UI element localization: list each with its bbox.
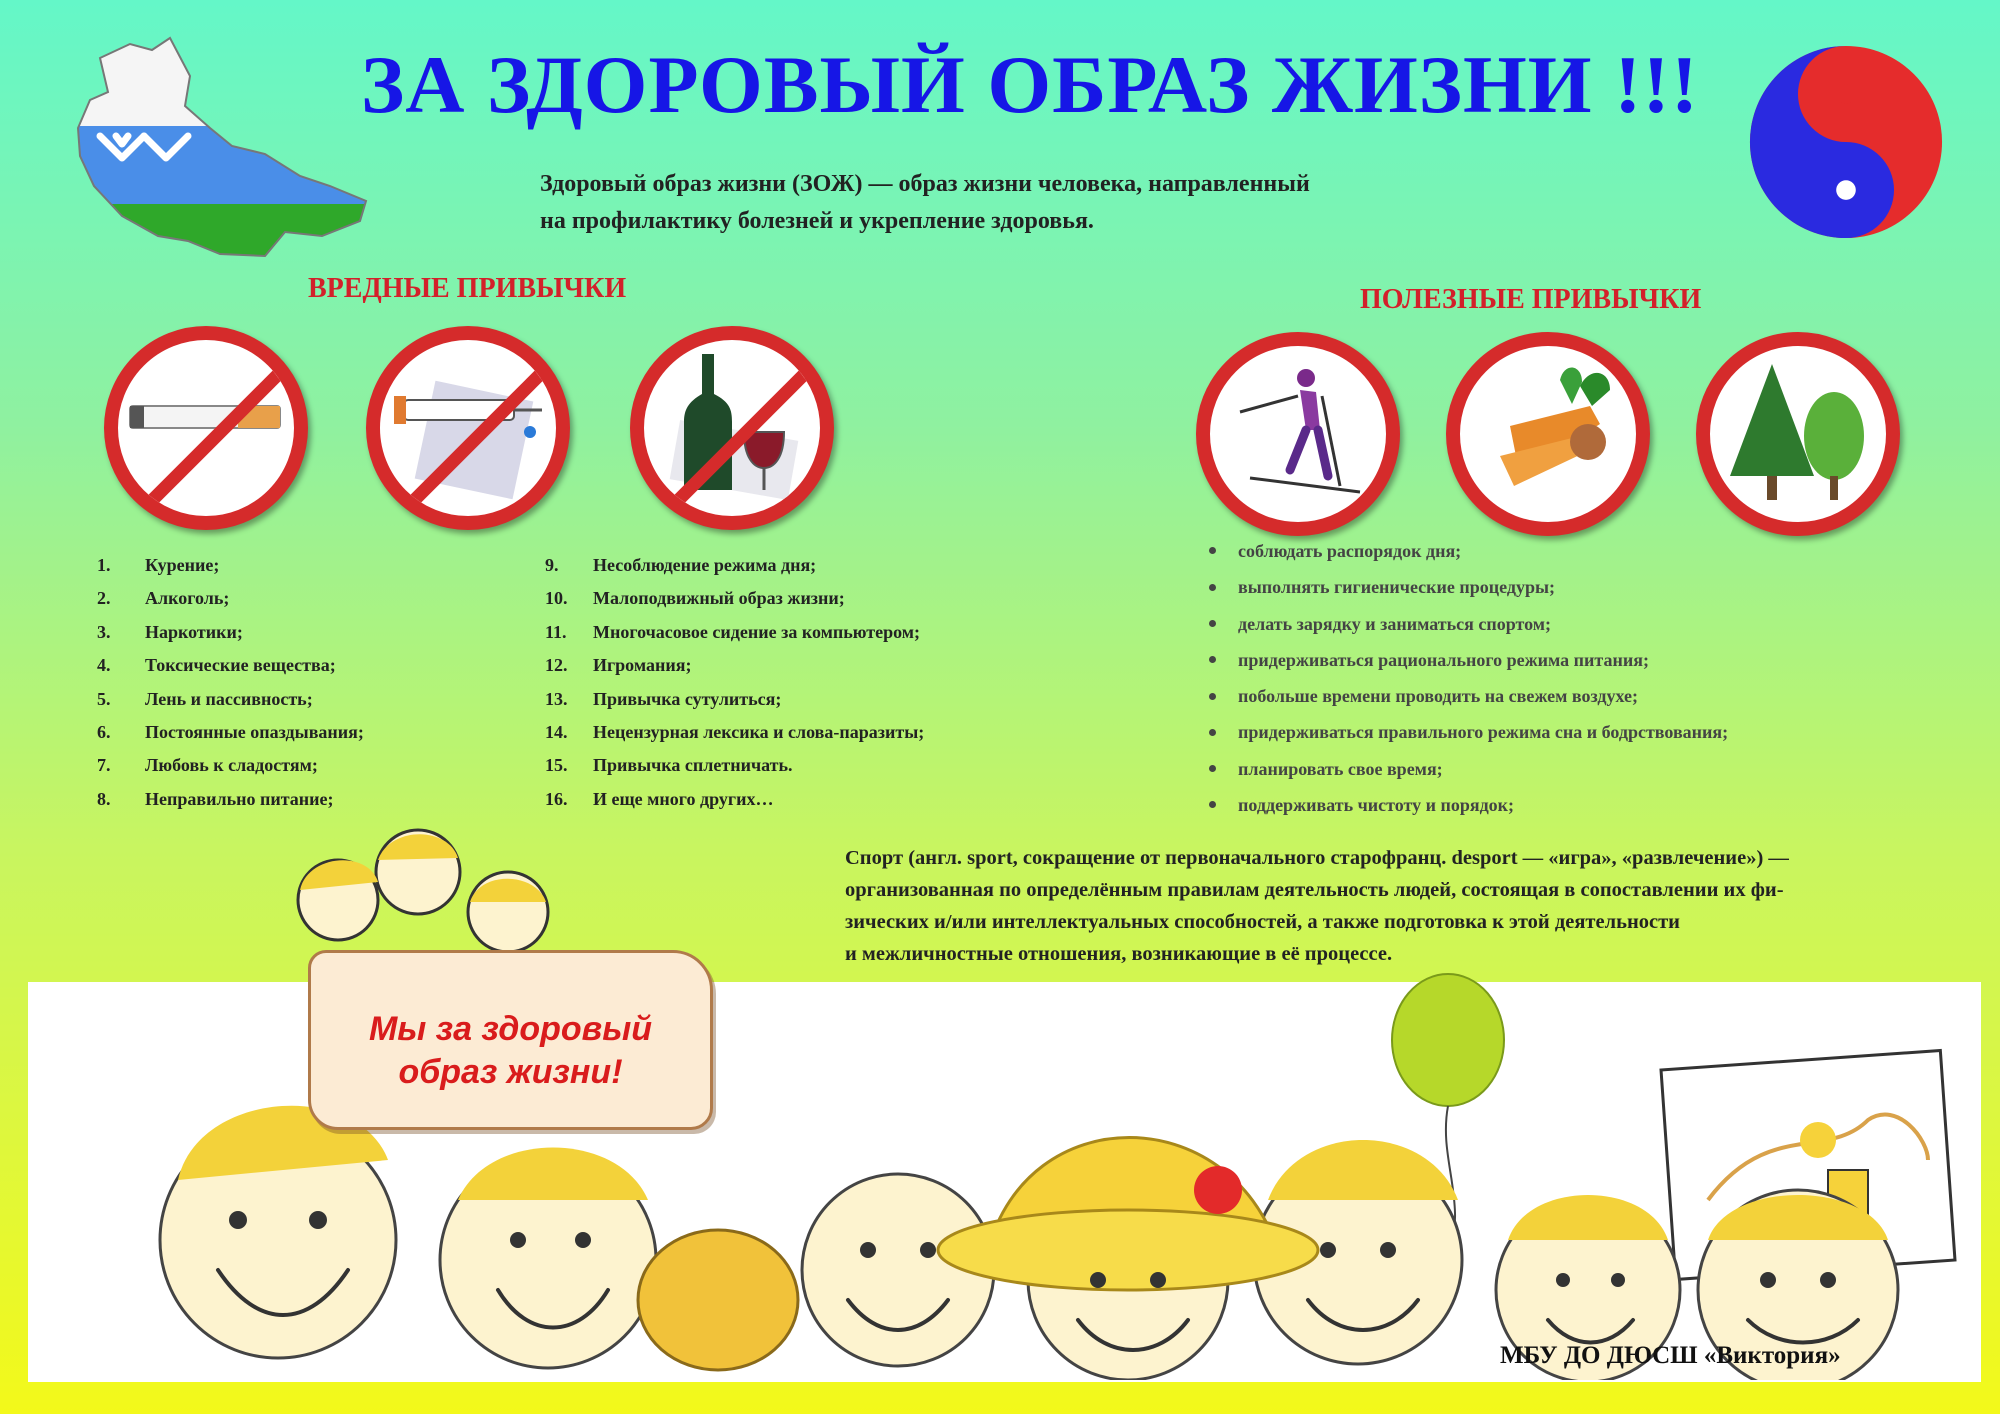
list-item: 5. Лень и пассивность; bbox=[97, 688, 313, 709]
bad-habits-list-1 bbox=[97, 549, 364, 816]
list-item: 11. Многочасовое сидение за компьютером; bbox=[545, 621, 921, 642]
list-item: побольше времени проводить на свежем воздухе; bbox=[1209, 678, 1728, 714]
good-habits-title: ПОЛЕЗНЫЕ ПРИВЫЧКИ bbox=[1360, 284, 1702, 315]
intro-line-2: на профилактику болезней и укрепление здоровья. bbox=[540, 208, 1094, 234]
no-drugs-sign bbox=[366, 326, 570, 530]
organization-name: МБУ ДО ДЮСШ «Виктория» bbox=[1500, 1342, 1841, 1369]
skiing-sign bbox=[1196, 332, 1400, 536]
list-item: 4. Токсические вещества; bbox=[97, 655, 336, 676]
sport-line-4: и межличностные отношения, возникающие в её процессе. bbox=[845, 943, 1393, 965]
list-item: 13. Привычка сутулиться; bbox=[545, 688, 782, 709]
slogan-text bbox=[308, 1008, 713, 1094]
list-item: 12. Игромания; bbox=[545, 655, 692, 676]
cigarette-icon bbox=[118, 340, 294, 516]
list-item: 15. Привычка сплетничать. bbox=[545, 755, 793, 776]
bad-habits-list-2 bbox=[545, 549, 924, 816]
page-title: ЗА ЗДОРОВЫЙ ОБРАЗ ЖИЗНИ !!! bbox=[360, 39, 1700, 130]
alcohol-icon bbox=[644, 340, 820, 516]
slogan-line-1: Мы за здоровый bbox=[368, 1010, 653, 1048]
syringe-icon bbox=[380, 340, 556, 516]
list-item: придерживаться правильного режима сна и бодрствования; bbox=[1209, 714, 1728, 750]
list-item: 1. Курение; bbox=[97, 555, 220, 575]
list-item: 2. Алкоголь; bbox=[97, 588, 230, 609]
nature-sign bbox=[1696, 332, 1900, 536]
trees-icon bbox=[1710, 346, 1886, 522]
balloon bbox=[1392, 974, 1504, 1106]
list-item: 14. Нецензурная лексика и слова-паразиты; bbox=[545, 721, 925, 742]
list-item: 10. Малоподвижный образ жизни; bbox=[545, 588, 845, 609]
good-habits-list bbox=[1209, 533, 1728, 823]
list-item: делать зарядку и заниматься спортом; bbox=[1209, 606, 1728, 642]
vegetables-icon bbox=[1460, 346, 1636, 522]
no-smoking-sign bbox=[104, 326, 308, 530]
intro-text bbox=[540, 166, 1440, 240]
list-item: 8. Неправильно питание; bbox=[97, 788, 334, 809]
list-item: поддерживать чистоту и порядок; bbox=[1209, 787, 1728, 823]
bad-habits-title: ВРЕДНЫЕ ПРИВЫЧКИ bbox=[308, 273, 627, 304]
list-item: соблюдать распорядок дня; bbox=[1209, 533, 1728, 569]
list-item: 9. Несоблюдение режима дня; bbox=[545, 555, 817, 575]
intro-line-1: Здоровый образ жизни (ЗОЖ) — образ жизни человека, направленный bbox=[540, 171, 1310, 197]
list-item: 3. Наркотики; bbox=[97, 621, 243, 642]
sport-line-3: зических и/или интеллектуальных способностей, а также подготовка к этой деятельности bbox=[845, 911, 1680, 933]
sport-line-2: организованная по определённым правилам деятельность людей, состоящая в сопоставлении их фи- bbox=[845, 879, 1784, 901]
list-item: 6. Постоянные опаздывания; bbox=[97, 721, 364, 742]
skier-icon bbox=[1210, 346, 1386, 522]
list-item: выполнять гигиенические процедуры; bbox=[1209, 569, 1728, 605]
slogan-line-2: образ жизни! bbox=[398, 1053, 623, 1091]
list-item: придерживаться рационального режима питания; bbox=[1209, 642, 1728, 678]
healthy-food-sign bbox=[1446, 332, 1650, 536]
list-item: 7. Любовь к сладостям; bbox=[97, 755, 318, 776]
no-alcohol-sign bbox=[630, 326, 834, 530]
list-item: 16. И еще много других… bbox=[545, 788, 774, 809]
sport-line-1: Спорт (англ. sport, сокращение от первоначального старофранц. desport — «игра», «развлечение») — bbox=[845, 847, 1789, 869]
list-item: планировать свое время; bbox=[1209, 751, 1728, 787]
